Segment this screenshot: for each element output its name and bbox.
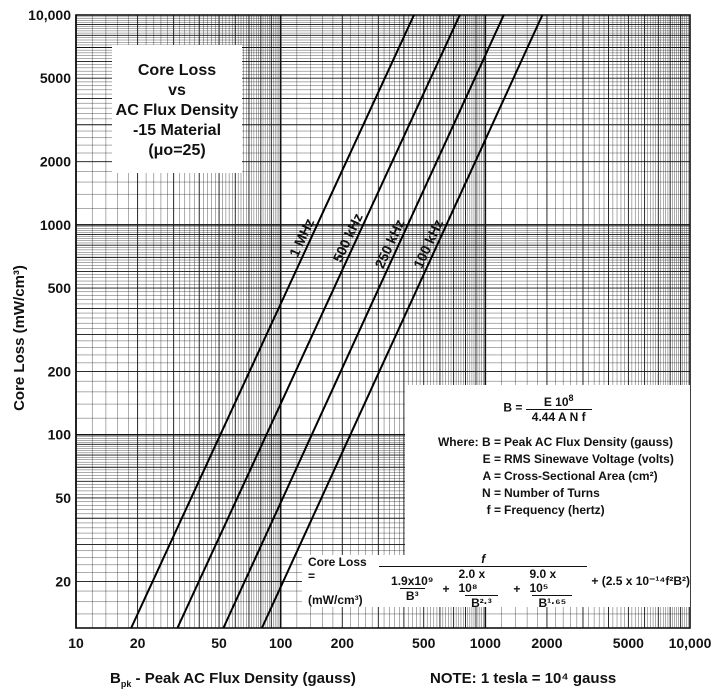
y-tick-label: 100 bbox=[47, 426, 71, 443]
term-2-den: B²·³ bbox=[465, 595, 498, 610]
term-1-num: 1.9x10⁹ bbox=[391, 574, 434, 588]
where-desc: Cross-Sectional Area (cm²) bbox=[504, 469, 658, 483]
flux-formula-box bbox=[405, 385, 690, 557]
where-symbol: f = bbox=[486, 503, 501, 517]
term-3 bbox=[523, 567, 581, 610]
where-desc: Number of Turns bbox=[504, 486, 600, 500]
x-tick-labels bbox=[68, 635, 711, 651]
where-desc: Peak AC Flux Density (gauss) bbox=[504, 435, 673, 449]
x-tick-label: 50 bbox=[211, 635, 227, 651]
core-loss-units: (mW/cm³) bbox=[308, 593, 363, 607]
b-formula-denominator: 4.44 A N f bbox=[526, 409, 592, 424]
tesla-note: NOTE: 1 tesla = 10⁴ gauss bbox=[430, 670, 617, 687]
chart-title bbox=[112, 45, 242, 173]
core-loss-label: Core Loss = bbox=[308, 555, 367, 583]
core-loss-fraction: f $\frac{\text{1.9x10⁹}}{\text{B³}}$ + $\frac{\text{2.0 x 10⁸}}{\text{B²·³}}$ + $\frac{\text{9.0 x 10⁵}}{\text{B¹·⁶⁵}}$ bbox=[379, 552, 587, 610]
b-formula-fraction bbox=[526, 393, 592, 424]
b-formula bbox=[405, 393, 690, 424]
b-formula-lhs: B = bbox=[503, 400, 523, 415]
where-row bbox=[405, 434, 690, 451]
x-tick-label: 10,000 bbox=[668, 635, 712, 651]
term-2-num: 2.0 x 10⁸ bbox=[458, 567, 486, 595]
where-symbol: E = bbox=[482, 452, 501, 466]
series-label: 1 MHz bbox=[285, 215, 318, 260]
where-symbol: Where: B = bbox=[437, 435, 501, 449]
where-list bbox=[405, 434, 690, 519]
x-tick-label: 500 bbox=[412, 635, 436, 651]
where-symbol: N = bbox=[481, 486, 501, 500]
where-row bbox=[405, 451, 690, 468]
x-tick-label: 10 bbox=[68, 635, 84, 651]
y-tick-label: 200 bbox=[47, 363, 71, 380]
where-row bbox=[405, 468, 690, 485]
where-symbol: A = bbox=[482, 469, 501, 483]
term-3-den: B¹·⁶⁵ bbox=[532, 595, 572, 610]
title-line: (μo=25) bbox=[148, 142, 206, 159]
x-axis-label-prefix: B bbox=[110, 670, 121, 687]
y-tick-label: 500 bbox=[47, 280, 71, 297]
x-tick-label: 1000 bbox=[469, 635, 501, 651]
y-tick-label: 10,000 bbox=[28, 7, 71, 23]
series-label: 250 kHz bbox=[371, 216, 408, 271]
x-tick-label: 2000 bbox=[531, 635, 563, 651]
x-tick-label: 200 bbox=[330, 635, 354, 651]
title-line: AC Flux Density bbox=[115, 102, 239, 119]
where-row bbox=[405, 502, 690, 519]
y-tick-label: 5000 bbox=[39, 70, 71, 87]
term-1-den: B³ bbox=[400, 588, 425, 603]
y-tick-label: 1000 bbox=[39, 216, 71, 233]
term-3-num: 9.0 x 10⁵ bbox=[529, 567, 557, 595]
where-desc: Frequency (hertz) bbox=[504, 503, 605, 517]
b-formula-exponent: 8 bbox=[568, 393, 574, 403]
core-loss-numerator: f bbox=[481, 552, 486, 566]
y-tick-label: 50 bbox=[55, 489, 71, 506]
core-loss-formula bbox=[302, 552, 690, 610]
where-row bbox=[405, 485, 690, 502]
x-tick-label: 100 bbox=[268, 635, 293, 651]
series-label: 100 kHz bbox=[409, 216, 447, 271]
y-tick-label: 2000 bbox=[39, 153, 71, 170]
b-formula-numerator: E 10 bbox=[543, 395, 569, 409]
x-axis-label bbox=[110, 670, 356, 689]
term-1 bbox=[385, 574, 439, 603]
x-tick-label: 20 bbox=[129, 635, 146, 651]
y-axis-label: Core Loss (mW/cm³) bbox=[11, 265, 28, 411]
x-tick-label: 5000 bbox=[612, 635, 644, 651]
series-label: 500 kHz bbox=[329, 210, 366, 265]
core-loss-tail: + (2.5 x 10⁻¹⁴f²B²) bbox=[591, 574, 690, 588]
y-tick-labels bbox=[28, 7, 71, 589]
title-line: Core Loss bbox=[137, 62, 217, 79]
x-axis-label-rest: - Peak AC Flux Density (gauss) bbox=[131, 670, 356, 687]
where-desc: RMS Sinewave Voltage (volts) bbox=[504, 452, 674, 466]
title-line: vs bbox=[168, 82, 186, 99]
y-tick-label: 20 bbox=[55, 573, 71, 590]
term-2 bbox=[452, 567, 510, 610]
x-axis-label-sub: pk bbox=[120, 679, 132, 689]
title-line: -15 Material bbox=[132, 122, 222, 139]
